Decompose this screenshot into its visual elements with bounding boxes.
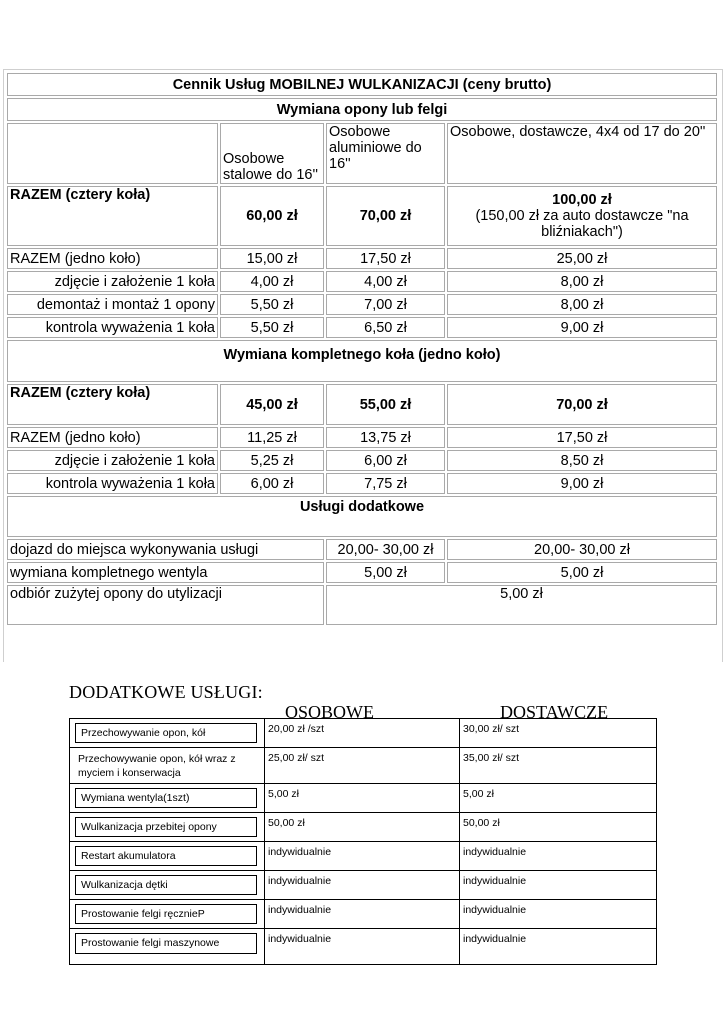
price-dostawcze: 35,00 zł/ szt xyxy=(460,748,657,783)
row-label: kontrola wyważenia 1 koła xyxy=(7,317,218,338)
col-header-aluminium: Osobowe aluminiowe do 16'' xyxy=(326,123,445,184)
row-label: kontrola wyważenia 1 koła xyxy=(7,473,218,494)
price-dostawcze: 5,00 zł xyxy=(460,783,657,812)
price-cell: 7,00 zł xyxy=(326,294,445,315)
price-cell: 8,00 zł xyxy=(447,271,717,292)
table-row xyxy=(70,871,657,900)
price-cell: 70,00 zł xyxy=(326,186,445,246)
table-row xyxy=(70,719,657,748)
price-cell: 5,00 zł xyxy=(447,562,717,583)
price-cell: 4,00 zł xyxy=(326,271,445,292)
price-osobowe: indywidualnie xyxy=(265,841,460,870)
table-row xyxy=(70,812,657,841)
table-row xyxy=(70,783,657,812)
price-cell: 8,00 zł xyxy=(447,294,717,315)
price-osobowe: indywidualnie xyxy=(265,900,460,929)
table-row xyxy=(70,841,657,870)
row-label: RAZEM (cztery koła) xyxy=(7,186,218,246)
table-row xyxy=(70,929,657,964)
extra-services-table xyxy=(69,718,657,965)
price-cell: 5,00 zł xyxy=(326,585,717,625)
row-label: demontaż i montaż 1 opony xyxy=(7,294,218,315)
price-cell: 55,00 zł xyxy=(326,384,445,425)
price-dostawcze: indywidualnie xyxy=(460,900,657,929)
price-dostawcze: indywidualnie xyxy=(460,841,657,870)
extra-services-title: DODATKOWE USŁUGI: xyxy=(69,682,263,702)
price-cell: 6,50 zł xyxy=(326,317,445,338)
price-cell: 20,00- 30,00 zł xyxy=(326,539,445,560)
row-label: odbiór zużytej opony do utylizacji xyxy=(7,585,324,625)
table-row xyxy=(70,748,657,783)
price-dostawcze: 30,00 zł/ szt xyxy=(460,719,657,748)
price-cell: 5,25 zł xyxy=(220,450,324,471)
price-cell: 4,00 zł xyxy=(220,271,324,292)
price-dostawcze: indywidualnie xyxy=(460,871,657,900)
price-cell-van xyxy=(447,186,717,246)
col-header-dostawcze: DOSTAWCZE xyxy=(500,702,609,722)
price-cell: 9,00 zł xyxy=(447,317,717,338)
price-cell: 11,25 zł xyxy=(220,427,324,448)
service-label: Przechowywanie opon, kół xyxy=(75,723,257,743)
price-note: (150,00 zł za auto dostawcze "na bliźniakach") xyxy=(475,208,689,240)
price-osobowe: 25,00 zł/ szt xyxy=(265,748,460,783)
price-table xyxy=(5,71,719,627)
row-label: dojazd do miejsca wykonywania usługi xyxy=(7,539,324,560)
price-cell: 45,00 zł xyxy=(220,384,324,425)
col-header-osobowe: OSOBOWE xyxy=(285,702,374,722)
price-osobowe: 50,00 zł xyxy=(265,812,460,841)
price-dostawcze: 50,00 zł xyxy=(460,812,657,841)
service-label: Przechowywanie opon, kół wraz z myciem i konserwacja xyxy=(78,753,236,780)
price-cell: 17,50 zł xyxy=(326,248,445,269)
table-row xyxy=(70,900,657,929)
col-header-steel: Osobowe stalowe do 16'' xyxy=(220,123,324,184)
price-cell: 15,00 zł xyxy=(220,248,324,269)
price-cell: 8,50 zł xyxy=(447,450,717,471)
price-cell: 5,50 zł xyxy=(220,317,324,338)
price-osobowe: 20,00 zł /szt xyxy=(265,719,460,748)
price-dostawcze: indywidualnie xyxy=(460,929,657,964)
service-label: Wulkanizacja przebitej opony xyxy=(75,817,257,837)
service-label: Prostowanie felgi maszynowe xyxy=(75,933,257,953)
row-label: zdjęcie i założenie 1 koła xyxy=(7,271,218,292)
price-cell: 6,00 zł xyxy=(220,473,324,494)
price-cell: 6,00 zł xyxy=(326,450,445,471)
row-label: wymiana kompletnego wentyla xyxy=(7,562,324,583)
price-cell: 9,00 zł xyxy=(447,473,717,494)
price-cell: 7,75 zł xyxy=(326,473,445,494)
price-table-title: Cennik Usług MOBILNEJ WULKANIZACJI (ceny brutto) xyxy=(7,73,717,96)
section-title-extra: Usługi dodatkowe xyxy=(7,496,717,537)
price-cell: 70,00 zł xyxy=(447,384,717,425)
price-cell: 17,50 zł xyxy=(447,427,717,448)
price-value: 100,00 zł xyxy=(552,192,612,208)
row-label: RAZEM (cztery koła) xyxy=(7,384,218,425)
price-cell: 25,00 zł xyxy=(447,248,717,269)
price-cell: 5,00 zł xyxy=(326,562,445,583)
header-empty-cell xyxy=(7,123,218,184)
price-cell: 5,50 zł xyxy=(220,294,324,315)
price-cell: 13,75 zł xyxy=(326,427,445,448)
row-label: RAZEM (jedno koło) xyxy=(7,427,218,448)
price-osobowe: indywidualnie xyxy=(265,871,460,900)
service-label: Prostowanie felgi ręcznieP xyxy=(75,904,257,924)
service-label: Wymiana wentyla(1szt) xyxy=(75,788,257,808)
price-cell: 20,00- 30,00 zł xyxy=(447,539,717,560)
price-osobowe: 5,00 zł xyxy=(265,783,460,812)
row-label: RAZEM (jedno koło) xyxy=(7,248,218,269)
price-cell: 60,00 zł xyxy=(220,186,324,246)
section-title-tire-change: Wymiana opony lub felgi xyxy=(7,98,717,121)
service-label: Wulkanizacja dętki xyxy=(75,875,257,895)
col-header-large: Osobowe, dostawcze, 4x4 od 17 do 20'' xyxy=(447,123,717,184)
section-title-wheel-change: Wymiana kompletnego koła (jedno koło) xyxy=(7,340,717,382)
service-label: Restart akumulatora xyxy=(75,846,257,866)
row-label: zdjęcie i założenie 1 koła xyxy=(7,450,218,471)
price-osobowe: indywidualnie xyxy=(265,929,460,964)
